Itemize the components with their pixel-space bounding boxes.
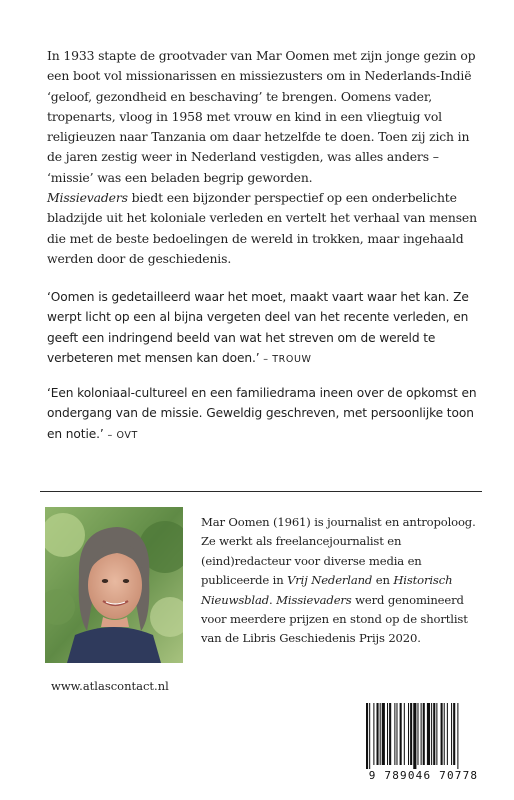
bio-text-2: werd genomineerd voor meerdere prijzen en stond op de shortlist van de Libris Geschiedenis Prijs 2020. (201, 592, 468, 646)
barcode-bar (421, 703, 422, 765)
book-title: Missievaders (47, 190, 128, 206)
publication-historisch-nieuwsblad: Historisch Nieuwsblad (201, 573, 453, 607)
barcode-bar (380, 703, 381, 765)
barcode-bar (423, 703, 425, 765)
isbn-digits: 9 789046 70778 (368, 769, 479, 782)
barcode-bar (453, 703, 455, 765)
barcode-bar (413, 703, 416, 769)
barcode-bar (394, 703, 395, 765)
bio-period: . (269, 592, 277, 607)
barcode-bar (389, 703, 391, 765)
publisher-website: www.atlascontact.nl (51, 679, 169, 693)
back-cover-blurb (47, 46, 479, 269)
divider-line (40, 491, 482, 492)
quote-source: – OVT (107, 429, 138, 441)
barcode-bars (366, 703, 481, 769)
isbn-barcode (356, 693, 491, 800)
barcode-bar (408, 703, 409, 765)
barcode-bar (441, 703, 443, 765)
barcode-bar (400, 703, 402, 765)
bio-conjunction: en (372, 573, 394, 588)
author-bio (201, 513, 491, 649)
barcode-bar (382, 703, 385, 765)
quote-text: ‘Een koloniaal-cultureel en een familiedrama ineen over de opkomst en ondergang van de missie. Geweldig geschreven, met persoonlijke toon en notie.’ (47, 386, 477, 441)
bio-text-1: Mar Oomen (1961) is journalist en antropoloog. Ze werkt als freelancejournalist en (eind)redacteur voor diverse media en publiceerde in (201, 515, 476, 588)
blurb-paragraph-2-text: biedt een bijzonder perspectief op een onderbelichte bladzijde uit het koloniale verleden en vertelt het verhaal van mensen die met de beste bedoelingen de wereld in trokken, maar ingehaald werden door de geschiedenis. (47, 190, 477, 266)
barcode-bar (447, 703, 448, 765)
barcode-bar (369, 703, 370, 769)
barcode-bar (427, 703, 430, 765)
barcode-bar (457, 703, 458, 769)
barcode-bar (387, 703, 388, 765)
author-photo (45, 507, 183, 663)
publication-vrij-nederland: Vrij Nederland (287, 573, 373, 588)
barcode-bar (444, 703, 445, 765)
bio-book-title: Missievaders (276, 592, 352, 607)
barcode-bar (373, 703, 374, 765)
barcode-bar (377, 703, 379, 765)
review-quote-ovt (47, 383, 487, 446)
barcode-bar (433, 703, 435, 765)
barcode-bar (451, 703, 452, 765)
quote-source: – TROUW (263, 353, 312, 365)
author-portrait-image (45, 507, 183, 663)
quote-text: ‘Oomen is gedetailleerd waar het moet, maakt vaart waar het kan. Ze werpt licht op een al bijna vergeten deel van het recente verleden, en geeft een indringend beeld van wat het streven om de wereld te verbeteren met mensen kan doen.’ (47, 290, 469, 365)
barcode-bar (436, 703, 437, 765)
barcode-bar (366, 703, 368, 769)
blurb-paragraph-2 (47, 188, 479, 269)
barcode-bar (396, 703, 397, 765)
blurb-paragraph-1: In 1933 stapte de grootvader van Mar Oomen met zijn jonge gezin op een boot vol missionarissen en missiezusters om in Nederlands-Indië ‘geloof, gezondheid en beschaving’ te brengen. Oomens vader, tropenarts, vloog in 1958 met vrouw en kind in een vliegtuig vol religieuzen naar Tanzania om daar hetzelfde te doen. Toen zij zich in de jaren zestig weer in Nederland vestigden, was alles anders – ‘missie’ was een beladen begrip geworden. (47, 48, 476, 185)
barcode-bar (404, 703, 405, 765)
review-quote-trouw (47, 287, 487, 370)
barcode-bar (417, 703, 418, 765)
barcode-bar (431, 703, 432, 765)
barcode-bar (410, 703, 412, 765)
